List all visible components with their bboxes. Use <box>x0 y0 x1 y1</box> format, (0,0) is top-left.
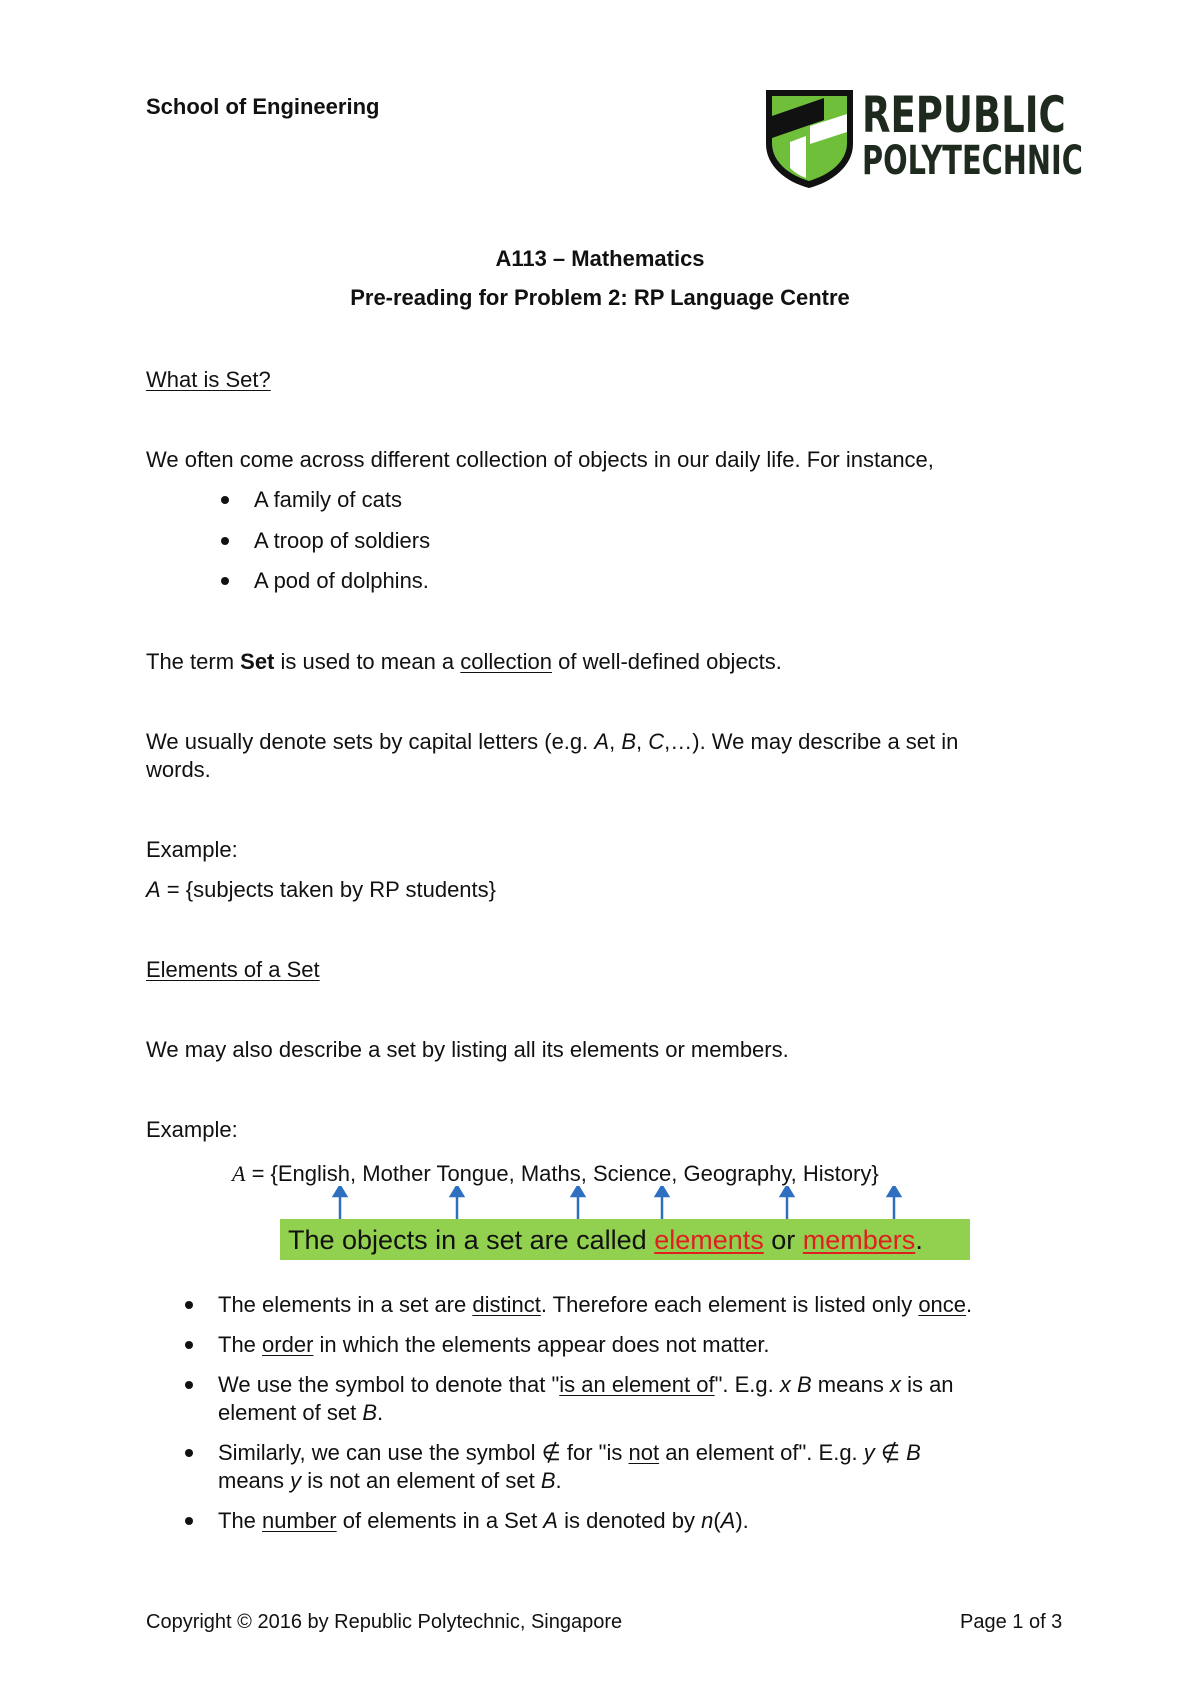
logo-wordmark <box>862 86 1092 194</box>
text: in which the elements appear does not matter. <box>313 1332 770 1357</box>
text: of well-defined objects. <box>552 649 782 674</box>
list-item-not-element-symbol <box>218 1439 921 1467</box>
term-not: not <box>628 1440 660 1465</box>
document-subtitle: Pre-reading for Problem 2: RP Language Centre <box>350 285 850 310</box>
var-y: y <box>290 1468 302 1493</box>
bullet-icon <box>221 496 229 504</box>
example-set-listing <box>232 1160 879 1188</box>
var-a: A <box>594 729 610 754</box>
var-b: B <box>540 1468 556 1493</box>
var-b: B <box>621 729 636 754</box>
var-a: A <box>720 1508 736 1533</box>
bullet-icon <box>221 577 229 585</box>
example-label: Example: <box>146 837 238 862</box>
school-name: School of Engineering <box>146 94 380 119</box>
list-item-element-symbol <box>218 1371 954 1399</box>
text: of elements in a Set <box>336 1508 544 1533</box>
definition-callout-text <box>288 1223 923 1257</box>
list-item: A pod of dolphins. <box>254 568 429 593</box>
example-label-2: Example: <box>146 1117 238 1142</box>
text: We use the symbol to denote that " <box>218 1372 560 1397</box>
element-pointer-arrows <box>230 1186 990 1222</box>
text: . <box>555 1468 562 1493</box>
list-item-element-symbol-line2 <box>218 1399 383 1427</box>
text: is denoted by <box>557 1508 702 1533</box>
text: ). <box>735 1508 749 1533</box>
text: = {subjects taken by RP students} <box>160 877 496 902</box>
footer-copyright: Copyright © 2016 by Republic Polytechnic, Singapore <box>146 1611 623 1633</box>
var-b: B <box>362 1400 377 1425</box>
bullet-icon <box>185 1341 193 1349</box>
text: . <box>377 1400 384 1425</box>
denote-paragraph-line2: words. <box>146 757 211 782</box>
text: The objects in a set are called <box>288 1225 655 1255</box>
set-definition <box>146 648 782 676</box>
text: . <box>966 1292 973 1317</box>
text: . Therefore each element is listed only <box>540 1292 919 1317</box>
text: . <box>915 1225 923 1255</box>
text: The elements in a set are <box>218 1292 473 1317</box>
course-title: A113 – Mathematics <box>495 246 705 271</box>
bullet-icon <box>185 1449 193 1457</box>
term-collection: collection <box>460 649 552 674</box>
republic-polytechnic-shield-logo <box>762 86 857 190</box>
var-n: n <box>701 1508 714 1533</box>
bullet-icon <box>185 1381 193 1389</box>
text: ,…). We may describe a set in <box>664 729 959 754</box>
footer-page-number: Page 1 of 3 <box>960 1611 1063 1633</box>
text: element of set <box>218 1400 363 1425</box>
logo-text-republic: REPUBLIC <box>862 86 1066 144</box>
section-heading-what-is-set: What is Set? <box>146 367 271 392</box>
var-b: B <box>906 1440 921 1465</box>
var-x: x <box>779 1372 791 1397</box>
text: or <box>763 1225 803 1255</box>
text: is an <box>900 1372 954 1397</box>
section-heading-elements: Elements of a Set <box>146 957 320 982</box>
text: The <box>218 1508 263 1533</box>
var-b: B <box>797 1372 812 1397</box>
text: , <box>636 729 649 754</box>
term-once: once <box>918 1292 967 1317</box>
term-number: number <box>262 1508 337 1533</box>
text: means <box>218 1468 291 1493</box>
list-item-order <box>218 1331 770 1359</box>
var-a: A <box>543 1508 558 1533</box>
var-c: C <box>648 729 665 754</box>
not-element-symbol: ∉ <box>874 1440 907 1465</box>
denote-paragraph-line1 <box>146 728 958 756</box>
list-item: A family of cats <box>254 487 402 512</box>
var-x: x <box>889 1372 901 1397</box>
text: an element of". E.g. <box>659 1440 864 1465</box>
intro-paragraph: We often come across different collection of objects in our daily life. For instance, <box>146 447 934 472</box>
term-order: order <box>262 1332 314 1357</box>
text: Similarly, we can use the symbol ∉ for "is <box>218 1440 629 1465</box>
term-elements: elements <box>654 1225 764 1255</box>
logo-text-polytechnic: POLYTECHNIC <box>862 138 1083 184</box>
list-item-not-element-symbol-line2 <box>218 1467 562 1495</box>
term-is-an-element-of: is an element of <box>559 1372 715 1397</box>
text: is not an element of set <box>301 1468 541 1493</box>
text: = {English, Mother Tongue, Maths, Science, Geography, History} <box>245 1161 879 1186</box>
text: means <box>811 1372 890 1397</box>
text: The <box>218 1332 263 1357</box>
var-a: A <box>232 1161 246 1186</box>
term-members: members <box>802 1225 916 1255</box>
list-item: A troop of soldiers <box>254 528 431 553</box>
bullet-icon <box>185 1301 193 1309</box>
elements-intro: We may also describe a set by listing all its elements or members. <box>146 1037 789 1062</box>
example-set-description <box>146 876 496 904</box>
text: ". E.g. <box>714 1372 780 1397</box>
list-item-cardinality <box>218 1507 749 1535</box>
text: We usually denote sets by capital letters (e.g. <box>146 729 595 754</box>
text: , <box>609 729 622 754</box>
term-set: Set <box>240 649 275 674</box>
text: is used to mean a <box>274 649 461 674</box>
term-distinct: distinct <box>472 1292 541 1317</box>
bullet-icon <box>185 1517 193 1525</box>
list-item-distinct <box>218 1291 972 1319</box>
bullet-icon <box>221 537 229 545</box>
text: The term <box>146 649 241 674</box>
var-a: A <box>146 877 161 902</box>
text: ( <box>713 1508 721 1533</box>
var-y: y <box>863 1440 875 1465</box>
